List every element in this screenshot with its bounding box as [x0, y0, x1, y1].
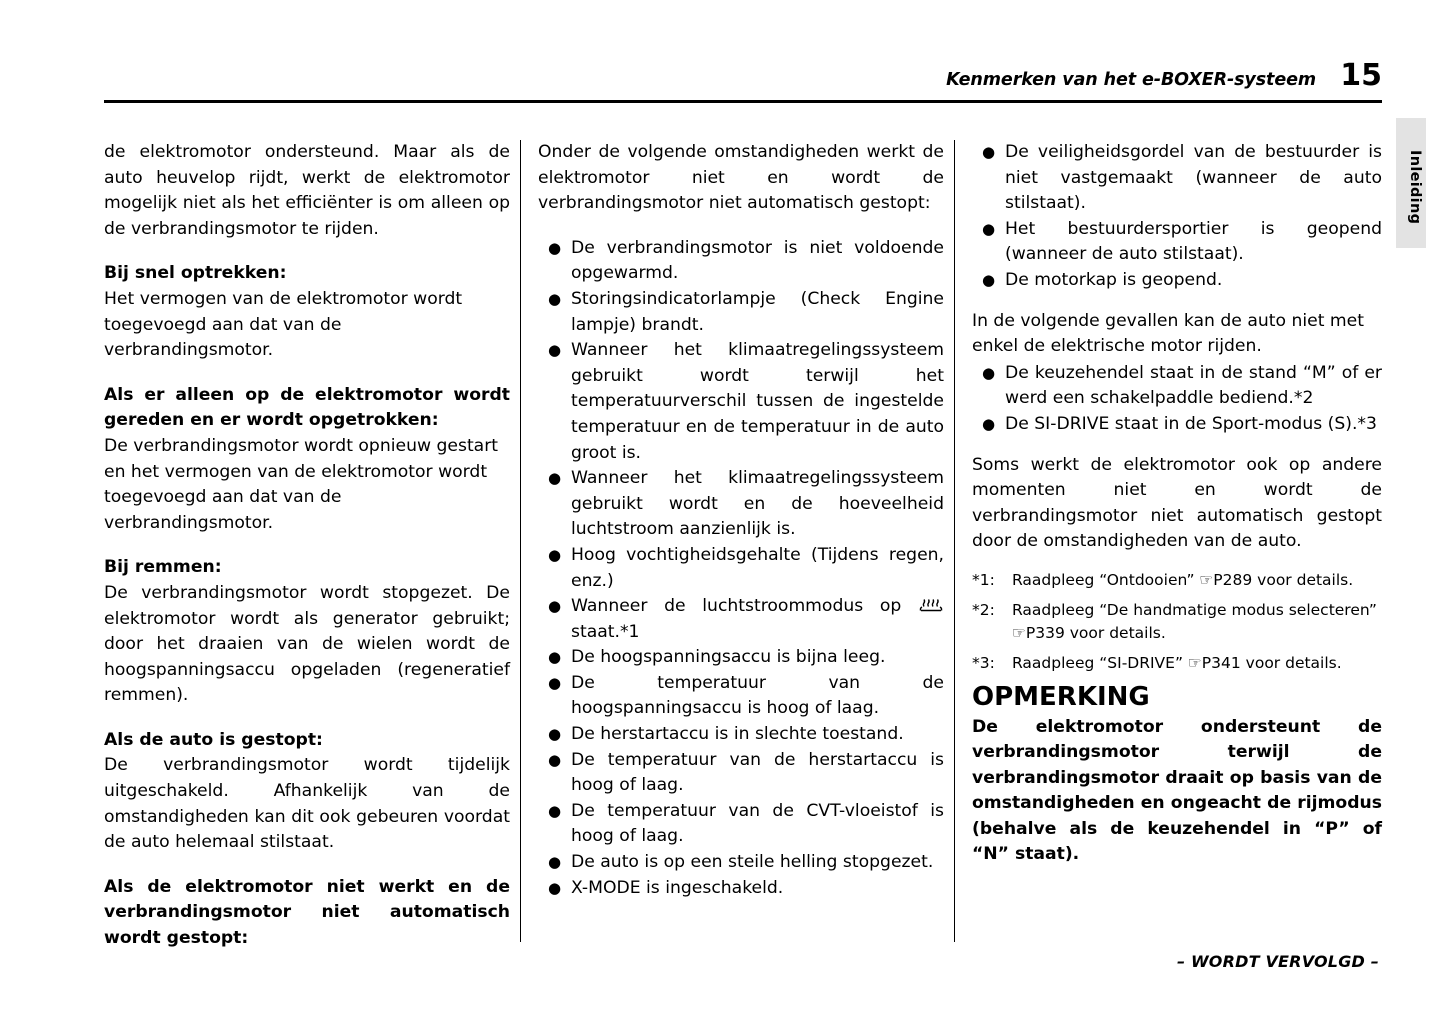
bullet-icon: ●	[548, 801, 562, 820]
list-item-text: Storingsindicatorlampje (Check Engine lampje) brandt.	[571, 288, 944, 335]
bullet-icon: ●	[548, 545, 562, 564]
footnote-tag: *2:	[972, 600, 995, 619]
section-heading-remmen: Bij remmen:	[104, 557, 222, 578]
list-item-text: De keuzehendel staat in de stand “M” of er werd een schakelpaddle bediend.*2	[1005, 362, 1382, 409]
list-item-text: De temperatuur van de CVT-vloeistof is hoog of laag.	[571, 800, 944, 847]
column2-intro: Onder de volgende omstandigheden werkt de elektromotor niet en wordt de verbrandingsmotor niet automatisch gestopt:	[538, 142, 944, 214]
page-number: 15	[1340, 58, 1382, 93]
footnote-text: Raadpleeg “SI-DRIVE” ☞P341 voor details.	[1012, 653, 1342, 672]
text-column-2	[538, 140, 944, 901]
bullet-icon: ●	[548, 469, 562, 488]
list-item	[538, 645, 944, 671]
bullet-icon: ●	[548, 673, 562, 692]
page-title: Kenmerken van het e-BOXER-systeem	[946, 70, 1316, 90]
list-item	[972, 140, 1382, 217]
list-item	[538, 876, 944, 902]
page-header	[104, 58, 1382, 114]
note-block	[972, 681, 1382, 868]
list-item	[972, 412, 1382, 438]
list-item-text: Wanneer het klimaatregelingssysteem gebruikt wordt en de hoeveelheid luchtstroom aanzienlijk is.	[571, 468, 944, 540]
bullet-icon: ●	[982, 143, 996, 161]
list-item-text-part2: staat.*1	[571, 621, 640, 642]
bullet-icon: ●	[982, 414, 996, 433]
section-heading-elektromotor-niet-werkt: Als de elektromotor niet werkt en de verbrandingsmotor niet automatisch wordt gestopt:	[104, 876, 510, 949]
column-divider-1	[520, 140, 521, 942]
section-heading-auto-gestopt: Als de auto is gestopt:	[104, 729, 323, 750]
footnote-2	[972, 599, 1382, 645]
list-item	[538, 543, 944, 594]
intro-paragraph: de elektromotor ondersteund. Maar als de auto heuvelop rijdt, werkt de elektromotor mogelijk niet als het efficiënter is om alleen op de verbrandingsmotor te rijden.	[104, 142, 510, 239]
list-item	[538, 722, 944, 748]
note-body: De elektromotor ondersteunt de verbrandingsmotor terwijl de verbrandingsmotor draait op basis van de omstandigheden en ongeacht de rijmodus (behalve als de keuzehendel in “P” of “N” staat).	[972, 716, 1382, 865]
bullet-icon: ●	[548, 238, 562, 257]
footer-continued: – WORDT VERVOLGD –	[1176, 952, 1379, 971]
bullet-icon: ●	[548, 597, 562, 616]
section-heading-alleen-elektromotor: Als er alleen op de elektromotor wordt gereden en er wordt opgetrokken:	[104, 384, 510, 431]
section-heading-snel-optrekken: Bij snel optrekken:	[104, 263, 287, 284]
column3-middle-paragraph: In de volgende gevallen kan de auto niet met enkel de elektrische motor rijden.	[972, 310, 1364, 357]
bullet-icon: ●	[548, 750, 562, 769]
list-item-text: De motorkap is geopend.	[1005, 269, 1223, 290]
list-item	[538, 287, 944, 338]
bullet-icon: ●	[982, 219, 996, 238]
text-column-1	[104, 140, 510, 952]
bullet-icon: ●	[548, 725, 562, 744]
bullet-icon: ●	[982, 363, 996, 382]
list-item-text: X-MODE is ingeschakeld.	[571, 877, 784, 898]
list-item	[538, 748, 944, 799]
footnote-tag: *3:	[972, 653, 995, 672]
list-item	[538, 338, 944, 466]
footnote-tag: *1:	[972, 570, 995, 589]
column3-after-paragraph: Soms werkt de elektromotor ook op andere momenten niet en wordt de verbrandingsmotor niet automatisch gestopt door de omstandigheden van de auto.	[972, 454, 1382, 552]
list-item	[538, 799, 944, 850]
list-item-text: Het bestuurdersportier is geopend (wanneer de auto stilstaat).	[1005, 218, 1382, 265]
footnote-1	[972, 569, 1382, 592]
text-column-3	[972, 140, 1382, 868]
section-tab-label: Inleiding	[1407, 150, 1423, 225]
footnote-text: Raadpleeg “Ontdooien” ☞P289 voor details.	[1012, 570, 1354, 589]
footnotes	[972, 569, 1382, 675]
conditions-list-continued	[972, 140, 1382, 294]
conditions-list	[538, 236, 944, 901]
list-item-text: De SI-DRIVE staat in de Sport-modus (S).*3	[1005, 413, 1377, 434]
bullet-icon: ●	[548, 853, 562, 872]
list-item-defrost	[538, 594, 944, 645]
bullet-icon: ●	[982, 270, 996, 289]
list-item-text: De auto is op een steile helling stopgezet.	[571, 852, 934, 873]
section-body-alleen-elektromotor: De verbrandingsmotor wordt opnieuw gestart en het vermogen van de elektromotor wordt toegevoegd aan dat van de verbrandingsmotor.	[104, 435, 499, 533]
footnote-text: Raadpleeg “De handmatige modus selecteren” ☞P339 voor details.	[1012, 600, 1377, 642]
list-item	[972, 268, 1382, 294]
footnote-3	[972, 652, 1382, 675]
header-rule	[104, 100, 1382, 103]
list-item-text-part1: Wanneer de luchtstroommodus op	[571, 596, 902, 617]
list-item	[538, 466, 944, 543]
bullet-icon: ●	[548, 341, 562, 360]
bullet-icon: ●	[548, 289, 562, 308]
list-item-text: De temperatuur van de herstartaccu is hoog of laag.	[571, 749, 944, 796]
list-item	[538, 236, 944, 287]
list-item-text: De verbrandingsmotor is niet voldoende opgewarmd.	[571, 237, 944, 284]
list-item-text: De temperatuur van de hoogspanningsaccu is hoog of laag.	[571, 672, 944, 719]
list-item-text: Hoog vochtigheidsgehalte (Tijdens regen, enz.)	[571, 544, 944, 591]
section-body-snel-optrekken: Het vermogen van de elektromotor wordt toegevoegd aan dat van de verbrandingsmotor.	[104, 288, 463, 361]
bullet-icon: ●	[548, 878, 562, 897]
list-item-text: De herstartaccu is in slechte toestand.	[571, 724, 904, 745]
section-body-remmen: De verbrandingsmotor wordt stopgezet. De elektromotor wordt als generator gebruikt; door het draaien van de wielen wordt de hoogspanningsaccu opgeladen (regeneratief remmen).	[104, 582, 510, 706]
list-item-text: Wanneer het klimaatregelingssysteem gebruikt wordt terwijl het temperatuurverschil tussen de ingestelde temperatuur en de temperatuur in de auto groot is.	[571, 340, 944, 463]
list-item	[538, 671, 944, 722]
list-item	[538, 850, 944, 876]
note-title: OPMERKING	[972, 681, 1150, 712]
bullet-icon: ●	[548, 648, 562, 667]
defrost-vent-icon	[918, 597, 944, 614]
section-body-auto-gestopt: De verbrandingsmotor wordt tijdelijk uitgeschakeld. Afhankelijk van de omstandigheden kan dit ook gebeuren voordat de auto helemaal stilstaat.	[104, 755, 510, 853]
column-divider-2	[954, 140, 955, 942]
list-item	[972, 361, 1382, 412]
list-item-text: De hoogspanningsaccu is bijna leeg.	[571, 647, 886, 668]
list-item	[972, 217, 1382, 268]
list-item-text: De veiligheidsgordel van de bestuurder is niet vastgemaakt (wanneer de auto stilstaat).	[1005, 142, 1382, 214]
ev-restrictions-list	[972, 361, 1382, 438]
